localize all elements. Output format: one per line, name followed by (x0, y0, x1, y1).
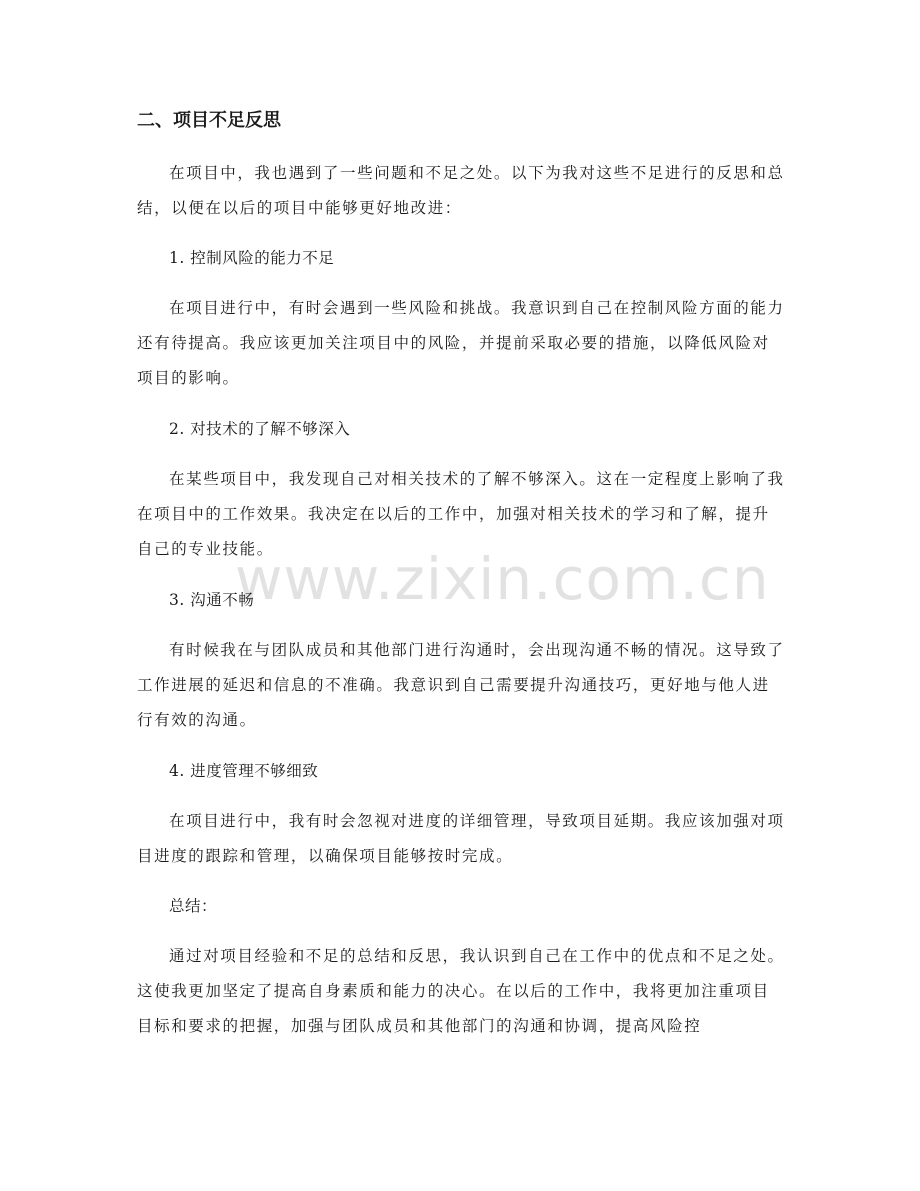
item-3-body: 有时候我在与团队成员和其他部门进行沟通时，会出现沟通不畅的情况。这导致了工作进展的延迟和信息的不准确。我意识到自己需要提升沟通技巧，更好地与他人进行有效的沟通。 (137, 641, 785, 729)
watermark: www.zixin.com.cn (235, 545, 770, 613)
item-3-title: 3. 沟通不畅 (169, 591, 255, 609)
summary-paragraph: 通过对项目经验和不足的总结和反思，我认识到自己在工作中的优点和不足之处。这使我更加坚定了提高自身素质和能力的决心。在以后的工作中，我将更加注重项目目标和要求的把握，加强与团队成员和其他部门的沟通和协调，提高风险控 (137, 947, 785, 1035)
summary-label: 总结： (169, 897, 218, 915)
section-heading: 二、项目不足反思 (137, 110, 281, 131)
item-2-title: 2. 对技术的了解不够深入 (169, 420, 351, 438)
item-4-title: 4. 进度管理不够细致 (169, 762, 319, 780)
item-4-body: 在项目进行中，我有时会忽视对进度的详细管理，导致项目延期。我应该加强对项目进度的跟踪和管理，以确保项目能够按时完成。 (137, 812, 785, 865)
item-2-body: 在某些项目中，我发现自己对相关技术的了解不够深入。这在一定程度上影响了我在项目中的工作效果。我决定在以后的工作中，加强对相关技术的学习和了解，提升自己的专业技能。 (137, 470, 785, 558)
item-1-title: 1. 控制风险的能力不足 (169, 249, 335, 267)
intro-paragraph: 在项目中，我也遇到了一些问题和不足之处。以下为我对这些不足进行的反思和总结，以便在以后的项目中能够更好地改进： (137, 164, 785, 217)
item-1-body: 在项目进行中，有时会遇到一些风险和挑战。我意识到自己在控制风险方面的能力还有待提高。我应该更加关注项目中的风险，并提前采取必要的措施，以降低风险对项目的影响。 (137, 299, 785, 387)
